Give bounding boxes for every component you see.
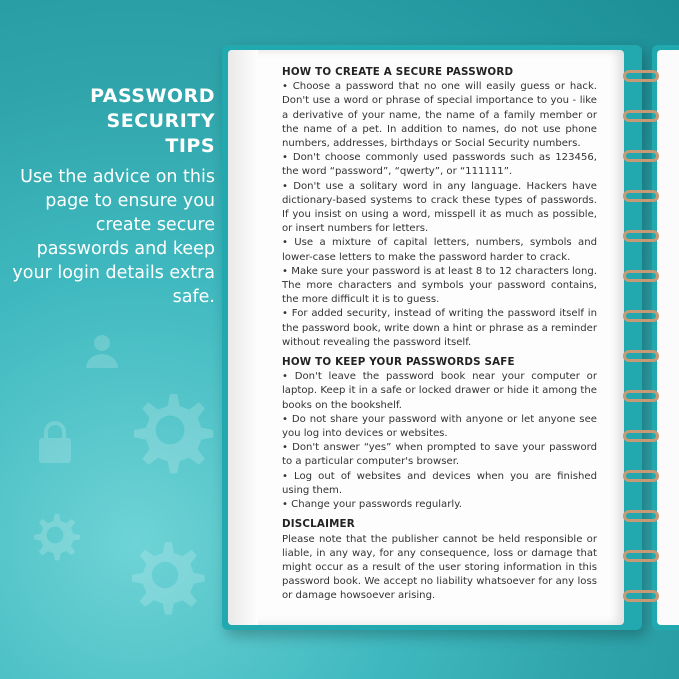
binding-ring <box>623 550 659 562</box>
tip-paragraph: • Choose a password that no one will easily guess or hack. Don't use a word or phrase of special importance to you - like a derivative of your name, the name of a family member or the name of a pet. In addition to names, do not use phone numbers, addresses, birthdays or Social Security numbers. <box>282 81 597 150</box>
binding-ring <box>623 110 659 122</box>
section-title: HOW TO KEEP YOUR PASSWORDS SAFE <box>282 356 515 369</box>
gear-icon <box>110 520 220 630</box>
binding-ring <box>623 430 659 442</box>
gear-icon <box>110 370 230 490</box>
tip-paragraph: • Don't choose commonly used passwords such as 123456, the word “password”, “qwerty”, or “111111”. <box>282 152 597 178</box>
binding-ring <box>623 270 659 282</box>
binding-ring <box>623 310 659 322</box>
binding-ring <box>623 590 659 602</box>
tip-paragraph: • Use a mixture of capital letters, numbers, symbols and lower-case letters to make the password harder to crack. <box>282 237 597 263</box>
page-content <box>282 65 597 604</box>
page-edge <box>228 50 258 625</box>
subtext: Use the advice on this page to ensure you create secure passwords and keep your login details extra safe. <box>12 167 215 307</box>
user-icon <box>82 330 122 370</box>
tip-paragraph: • Don't use a solitary word in any language. Hackers have dictionary-based systems to crack these types of passwords. If you insist on using a word, misspell it as much as possible, or insert numbers for letters. <box>282 180 597 235</box>
spiral-binding <box>615 70 675 610</box>
binding-ring <box>623 230 659 242</box>
binding-ring <box>623 350 659 362</box>
binding-ring <box>623 150 659 162</box>
tip-paragraph: • Make sure your password is at least 8 to 12 characters long. The more characters and symbols your password contains, the more difficult it is to guess. <box>282 265 597 306</box>
section-title: DISCLAIMER <box>282 518 355 531</box>
binding-ring <box>623 70 659 82</box>
tip-paragraph: • For added security, instead of writing the password itself in the password book, write down a hint or phrase as a reminder without revealing the password itself. <box>282 308 597 348</box>
binding-ring <box>623 390 659 402</box>
binding-ring <box>623 510 659 522</box>
tip-paragraph: • Don't leave the password book near your computer or laptop. Keep it in a safe or locked drawer or hide it among the books on the bookshelf. <box>282 371 597 411</box>
section-title: HOW TO CREATE A SECURE PASSWORD <box>282 66 514 78</box>
tip-paragraph: • Change your passwords regularly. <box>282 499 462 511</box>
headline: PASSWORD SECURITY TIPS <box>90 85 215 157</box>
binding-ring <box>623 470 659 482</box>
tip-paragraph: • Do not share your password with anyone or let anyone see you log into devices or websites. <box>282 413 597 440</box>
tip-paragraph: • Log out of websites and devices when you are finished using them. <box>282 470 597 496</box>
tip-paragraph: • Don't answer “yes” when prompted to save your password to a particular computer's browser. <box>282 442 597 468</box>
padlock-icon <box>35 420 75 465</box>
disclaimer-paragraph: Please note that the publisher cannot be held responsible or liable, in any way, for any consequence, loss or damage that might occur as a result of the user storing information in this password book. We accept no liability whatsoever for any loss or damage howsoever arising. <box>282 533 597 602</box>
promo-panel <box>10 84 215 309</box>
gear-icon <box>20 500 90 570</box>
binding-ring <box>623 190 659 202</box>
